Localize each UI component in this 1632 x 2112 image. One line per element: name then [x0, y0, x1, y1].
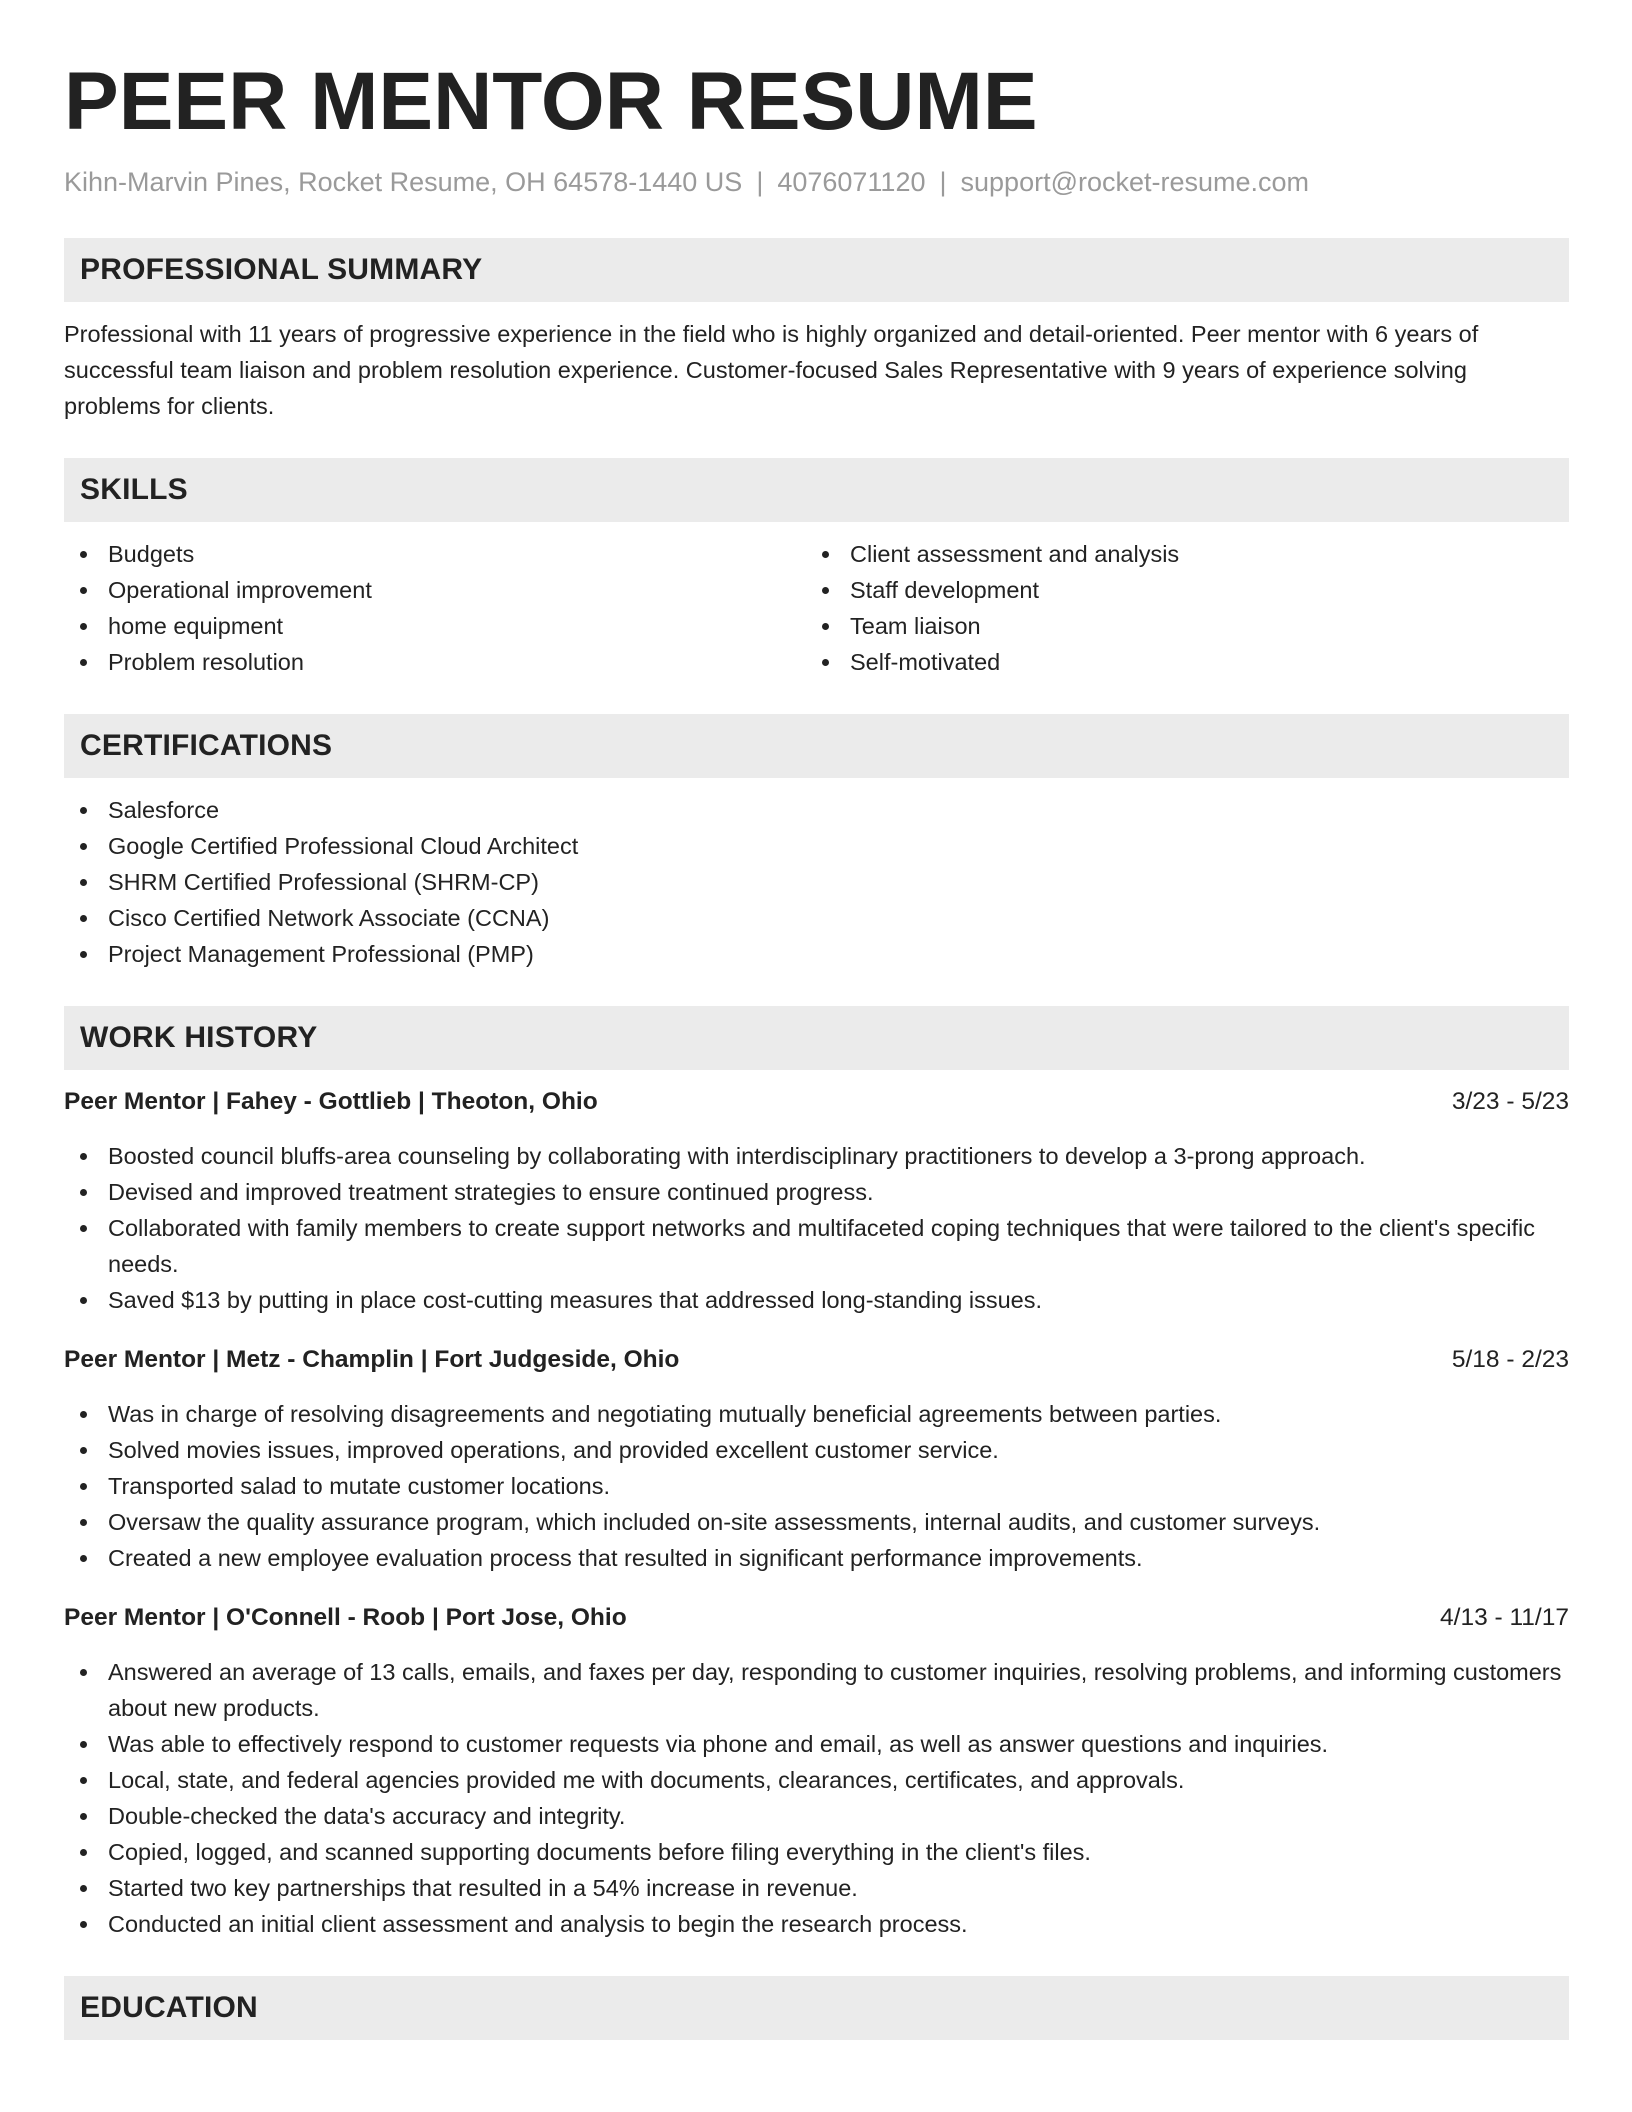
contact-phone: 4076071120 [777, 167, 926, 197]
job-duty: Copied, logged, and scanned supporting documents before filing everything in the client's files. [64, 1834, 1569, 1870]
skills-list [64, 536, 1569, 680]
skill-item: Operational improvement [64, 572, 806, 608]
skill-item: Budgets [64, 536, 806, 572]
certification-item: Cisco Certified Network Associate (CCNA) [64, 900, 1569, 936]
contact-address: Kihn-Marvin Pines, Rocket Resume, OH 64578-1440 US [64, 167, 743, 197]
skill-item: home equipment [64, 608, 806, 644]
job-title: Peer Mentor | Metz - Champlin | Fort Judgeside, Ohio [64, 1346, 680, 1373]
job-header [64, 1084, 1569, 1120]
job-dates: 4/13 - 11/17 [1440, 1604, 1569, 1631]
job-title: Peer Mentor | Fahey - Gottlieb | Theoton, Ohio [64, 1088, 598, 1115]
job-entry [64, 1084, 1569, 1318]
job-duty: Oversaw the quality assurance program, which included on-site assessments, internal audits, and customer surveys. [64, 1504, 1569, 1540]
job-duty: Conducted an initial client assessment and analysis to begin the research process. [64, 1906, 1569, 1942]
job-header [64, 1600, 1569, 1636]
contact-line [64, 166, 1569, 198]
job-duty: Was able to effectively respond to customer requests via phone and email, as well as answer questions and inquiries. [64, 1726, 1569, 1762]
contact-email: support@rocket-resume.com [960, 167, 1310, 197]
certifications-list [64, 792, 1569, 972]
job-duty: Solved movies issues, improved operations, and provided excellent customer service. [64, 1432, 1569, 1468]
job-duty: Local, state, and federal agencies provided me with documents, clearances, certificates, and approvals. [64, 1762, 1569, 1798]
resume-title: PEER MENTOR RESUME [64, 56, 1038, 147]
job-title: Peer Mentor | O'Connell - Roob | Port Jose, Ohio [64, 1604, 627, 1631]
certification-item: Project Management Professional (PMP) [64, 936, 1569, 972]
job-entry [64, 1342, 1569, 1576]
skill-item: Self-motivated [806, 644, 1548, 680]
job-duty: Created a new employee evaluation process that resulted in significant performance improvements. [64, 1540, 1569, 1576]
work-history-heading: WORK HISTORY [64, 1006, 1569, 1070]
job-duty: Was in charge of resolving disagreements and negotiating mutually beneficial agreements between parties. [64, 1396, 1569, 1432]
job-duty: Boosted council bluffs-area counseling by collaborating with interdisciplinary practitioners to develop a 3-prong approach. [64, 1138, 1569, 1174]
job-duties [64, 1654, 1569, 1942]
job-dates: 3/23 - 5/23 [1451, 1088, 1569, 1115]
skill-item: Team liaison [806, 608, 1548, 644]
job-duty: Started two key partnerships that resulted in a 54% increase in revenue. [64, 1870, 1569, 1906]
skill-item: Staff development [806, 572, 1548, 608]
certification-item: Salesforce [64, 792, 1569, 828]
summary-heading: PROFESSIONAL SUMMARY [64, 238, 1569, 302]
skills-column-left [64, 536, 806, 680]
job-entry [64, 1600, 1569, 1942]
skill-item: Problem resolution [64, 644, 806, 680]
contact-separator: | [756, 167, 764, 197]
certification-item: Google Certified Professional Cloud Architect [64, 828, 1569, 864]
job-header [64, 1342, 1569, 1378]
job-duty: Transported salad to mutate customer locations. [64, 1468, 1569, 1504]
certification-item: SHRM Certified Professional (SHRM-CP) [64, 864, 1569, 900]
summary-text: Professional with 11 years of progressive experience in the field who is highly organized and detail-oriented. Peer mentor with 6 years of successful team liaison and problem resolution experience. Customer-focused Sales Representative with 9 years of experience solving problems for clients. [64, 321, 1479, 419]
job-dates: 5/18 - 2/23 [1451, 1346, 1569, 1373]
education-heading: EDUCATION [64, 1976, 1569, 2040]
skills-heading: SKILLS [64, 458, 1569, 522]
skill-item: Client assessment and analysis [806, 536, 1548, 572]
job-duties [64, 1396, 1569, 1576]
job-duty: Collaborated with family members to create support networks and multifaceted coping techniques that were tailored to the client's specific needs. [64, 1210, 1569, 1282]
job-duty: Devised and improved treatment strategies to ensure continued progress. [64, 1174, 1569, 1210]
certifications-heading: CERTIFICATIONS [64, 714, 1569, 778]
job-duty: Answered an average of 13 calls, emails, and faxes per day, responding to customer inquiries, resolving problems, and informing customers about new products. [64, 1654, 1569, 1726]
job-duty: Double-checked the data's accuracy and integrity. [64, 1798, 1569, 1834]
job-duties [64, 1138, 1569, 1318]
contact-separator: | [939, 167, 947, 197]
skills-column-right [806, 536, 1548, 680]
job-duty: Saved $13 by putting in place cost-cutting measures that addressed long-standing issues. [64, 1282, 1569, 1318]
